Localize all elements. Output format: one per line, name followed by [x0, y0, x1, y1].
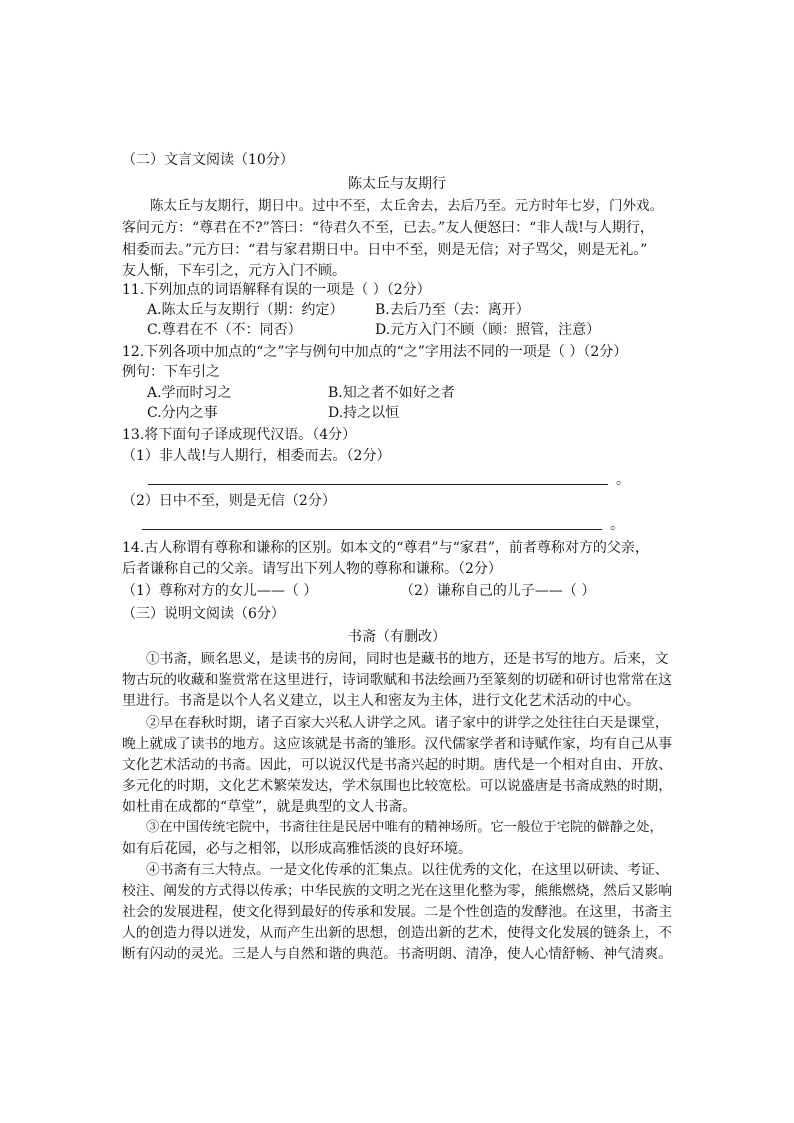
option-a: A.学而时习之 [147, 385, 232, 401]
question-14-stem: 14.古人称谓有尊称和谦称的区别。如本文的“尊君”与“家君”，前者尊称对方的父亲， [122, 540, 649, 556]
article-line: 校注、阐发的方式得以传承；中华民族的文明之光在这里化整为零，熊熊燃烧，然后又影响 [122, 883, 673, 899]
article-line: 如杜甫在成都的“草堂”，就是典型的文人书斋。 [122, 799, 417, 815]
option-c: C.分内之事 [147, 405, 218, 421]
question-12-stem: 12.下列各项中加点的“之”字与例句中加点的“之”字用法不同的一项是（ ）（2分） [122, 344, 628, 360]
question-13-stem: 13.将下面句子译成现代汉语。（4分） [122, 427, 357, 443]
answer-period: 。 [610, 517, 624, 533]
article-line: 晚上就成了读书的地方。这应该就是书斋的雏形。汉代儒家学者和诗赋作家，均有自己从事 [122, 736, 673, 752]
answer-line-2[interactable] [142, 529, 602, 530]
article-line: 断有闪动的灵光。三是人与自然和谐的典范。书斋明朗、清净，使人心情舒畅、神气清爽。 [122, 946, 673, 962]
passage-title: 陈太丘与友期行 [348, 176, 446, 192]
question-12-example: 例句：下车引之 [122, 364, 220, 380]
option-c: C.尊君在不（不：同否） [147, 322, 302, 338]
option-a: A.陈太丘与友期行（期：约定） [147, 302, 344, 318]
question-14-item-1: （1）尊称对方的女儿——（ ） [122, 583, 318, 599]
option-d: D.持之以恒 [328, 405, 400, 421]
article-line: 文化艺术活动的书斋。因此，可以说汉代是书斋兴起的时期。唐代是一个相对自由、开放、 [122, 757, 673, 773]
article-line: ③在中国传统宅院中，书斋往往是民居中唯有的精神场所。它一般位于宅院的僻静之处， [146, 820, 663, 835]
question-11-stem: 11.下列加点的词语解释有误的一项是（ ）（2分） [122, 282, 431, 298]
article-line: 物古玩的收藏和鉴赏常在这里进行，诗词歌赋和书法绘画乃至篆刻的切磋和研讨也常常在这 [122, 672, 673, 688]
section-heading: （二）文言文阅读（10分） [122, 152, 294, 168]
passage-line: 客问元方：“尊君在不?”答曰：“待君久不至，已去。”友人便怒曰：“非人哉!与人期行， [122, 220, 654, 236]
article-line: 如有后花园，必与之相邻，以形成高雅恬淡的良好环境。 [122, 841, 472, 857]
article-line: 多元化的时期，文化艺术繁荣发达，学术氛围也比较宽松。可以说盛唐是书斋成熟的时期， [122, 778, 673, 794]
article-line: ①书斋，顾名思义，是读书的房间，同时也是藏书的地方，还是书写的地方。后来，文 [146, 651, 669, 667]
article-line: 人的创造力得以迸发，从而产生出新的思想，创造出新的艺术，使得文化发展的链条上，不 [122, 925, 673, 941]
article-line: 里进行。书斋是以个人名义建立，以主人和密友为主体，进行文化艺术活动的中心。 [122, 693, 640, 709]
passage-line: 友人惭，下车引之，元方入门不顾。 [122, 263, 346, 279]
article-line: ④书斋有三大特点。一是文化传承的汇集点。以往优秀的文化，在这里以研读、考证、 [146, 862, 669, 878]
article-title: 书斋（有删改） [348, 629, 446, 645]
sentence-2: （2）日中不至，则是无信（2分） [122, 493, 336, 509]
option-b: B.去后乃至（去：离开） [375, 302, 530, 318]
option-d: D.元方入门不顾（顾：照管，注意） [375, 322, 601, 338]
passage-line: 相委而去。”元方曰：“君与家君期日中。日中不至，则是无信；对子骂父，则是无礼。” [122, 242, 648, 258]
section-heading: （三）说明文阅读（6分） [122, 606, 285, 622]
answer-period: 。 [616, 472, 630, 488]
sentence-1: （1）非人哉!与人期行，相委而去。（2分） [122, 448, 391, 464]
article-line: 社会的发展进程，使文化得到最好的传承和发展。二是个性创造的发酵池。在这里，书斋主 [122, 904, 673, 920]
article-line: ②早在春秋时期，诸子百家大兴私人讲学之风。诸子家中的讲学之处往往白天是课堂， [146, 715, 669, 731]
question-14-item-2: （2）谦称自己的儿子——（ ） [400, 583, 596, 599]
passage-line: 陈太丘与友期行，期日中。过中不至，太丘舍去，去后乃至。元方时年七岁，门外戏。 [150, 198, 663, 214]
answer-line-1[interactable] [148, 484, 608, 485]
option-b: B.知之者不如好之者 [328, 385, 455, 401]
question-14-stem: 后者谦称自己的父亲。请写出下列人物的尊称和谦称。（2分） [122, 561, 502, 577]
